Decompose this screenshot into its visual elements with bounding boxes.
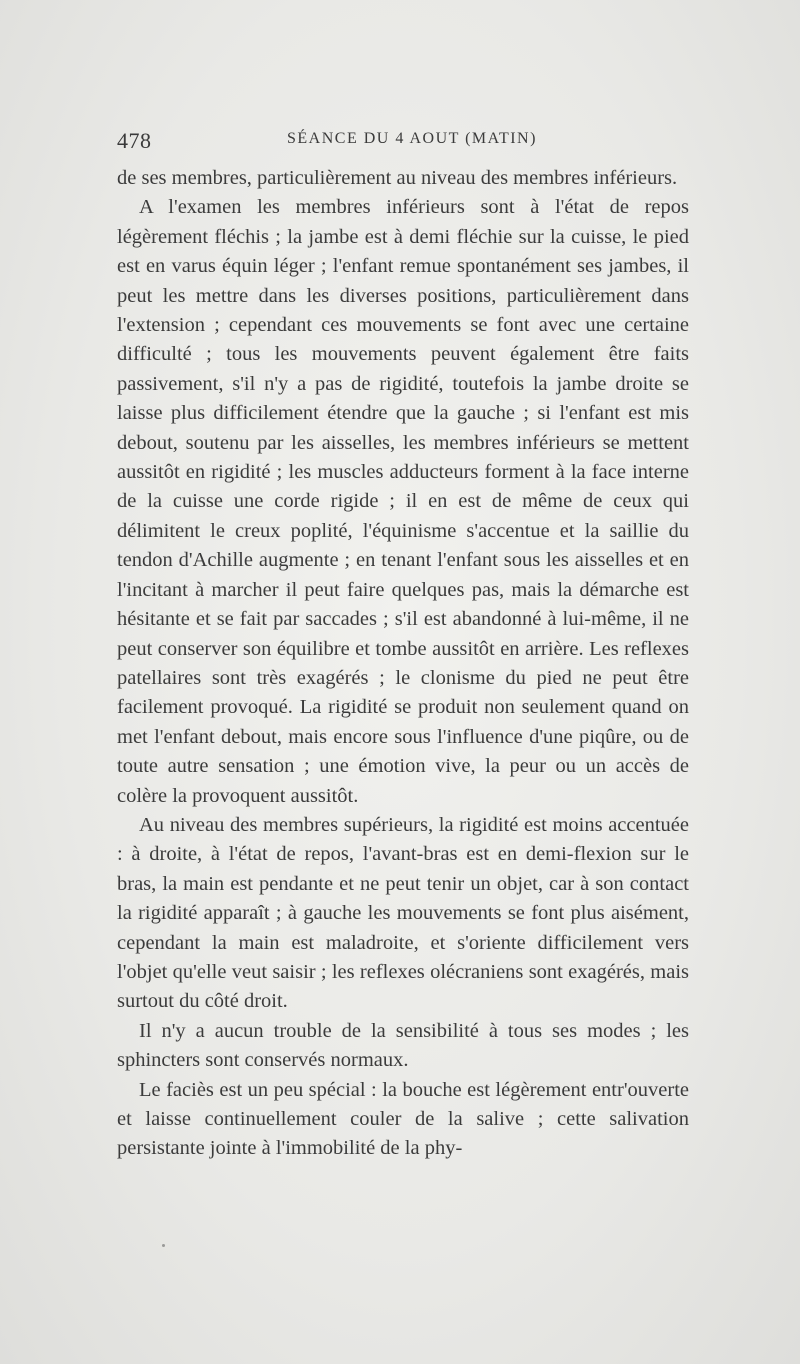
paragraph-lower-limbs: A l'examen les membres inférieurs sont à l'état de repos légèrement fléchis ; la jambe est à demi fléchie sur la cuisse, le pied est en varus équin léger ; l'enfant remue spontanément ses jambes, il peut les mettre dans les diverses positions, particulièrement dans l'extension ; cependant ces mouvements se font avec une certaine difficulté ; tous les mouvements peuvent également être faits passivement, s'il n'y a pas de rigidité, toutefois la jambe droite se laisse plus difficilement étendre que la gauche ; si l'enfant est mis debout, soutenu par les aisselles, les membres inférieurs se mettent aussitôt en rigidité ; les muscles adducteurs forment à la face interne de la cuisse une corde rigide ; il en est de même de ceux qui délimitent le creux poplité, l'équinisme s'accentue et la saillie du tendon d'Achille augmente ; en tenant l'enfant sous les aisselles et en l'incitant à marcher il peut faire quelques pas, mais la démarche est hésitante et se fait par saccades ; s'il est abandonné à lui-même, il ne peut conserver son équilibre et tombe aussitôt en arrière. Les reflexes patellaires sont très exagérés ; le clonisme du pied ne peut être facilement provoqué. La rigidité se produit non seulement quand on met l'enfant debout, mais encore sous l'influence d'une piqûre, ou de toute autre sensation ; une émotion vive, la peur ou un accès de colère la provoquent aussitôt. <box>117 196 689 807</box>
paragraph-continuation: de ses membres, particulièrement au niveau des membres inférieurs. <box>117 167 678 189</box>
page-header <box>117 128 687 158</box>
body-text <box>117 164 689 1164</box>
paragraph-sensibility: Il n'y a aucun trouble de la sensibilité à tous ses modes ; les sphincters sont conservés normaux. <box>117 1019 689 1072</box>
page-number: 478 <box>117 128 152 153</box>
paragraph-upper-limbs: Au niveau des membres supérieurs, la rigidité est moins accentuée : à droite, à l'état de repos, l'avant-bras est en demi-flexion sur le bras, la main est pendante et ne peut tenir un objet, car à son contact la rigidité apparaît ; à gauche les mouvements se font plus aisément, cependant la main est maladroite, et s'oriente difficilement vers l'objet qu'elle veut saisir ; les reflexes olécraniens sont exagérés, mais surtout du côté droit. <box>117 813 689 1013</box>
print-speck <box>162 1244 165 1247</box>
running-head: SÉANCE DU 4 AOUT (MATIN) <box>287 130 537 147</box>
paragraph-facies: Le faciès est un peu spécial : la bouche est légèrement entr'ouverte et laisse continuellement couler de la salive ; cette salivation persistante jointe à l'immobilité de la phy- <box>117 1078 689 1160</box>
